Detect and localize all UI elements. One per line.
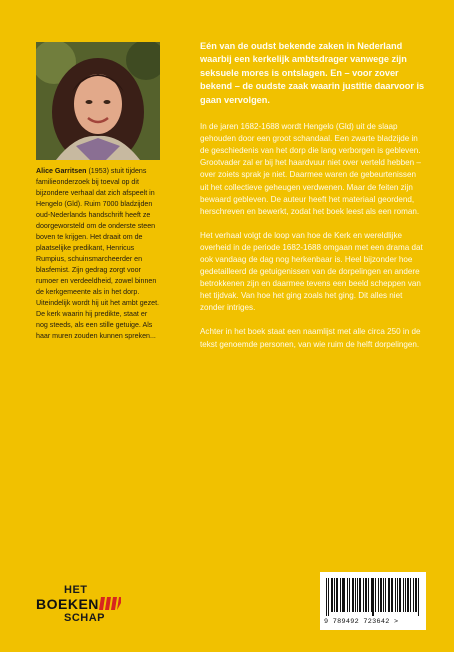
publisher-logo-boeken: BOEKEN — [36, 596, 99, 612]
blurb-intro: Eén van de oudst bekende zaken in Nederland waarbij een kerkelijk ambtsdrager vanwege zijn seksuele mores is ontslagen. En – voor zover bekend – de oudste zaak waarin justitie daarvoor is gaan vervolgen. — [200, 41, 425, 105]
publisher-logo-schap: SCHAP — [64, 612, 106, 624]
author-bio-text: (1953) stuit tijdens familieonderzoek bij toeval op dit bijzondere verhaal dat zich afspeelt in Hengelo (Gld). Ruim 7000 bladzijden oud-Nederlands handschrift heeft ze doorgeworsteld om de onderste steen boven te krijgen. Het draait om de plaatselijke predikant, Henricus Rumpius, schuinsmarcheerder en blasfemist. Zijn gedrag zorgt voor rumoer en verdeeldheid, zowel binnen de kerkgemeente als in het dorp. Uiteindelijk wordt hij uit het ambt gezet. De kerk waarin hij predikte, staat er nog steeds, als een stille getuige. Als haar muren zouden kunnen spreken... — [36, 167, 160, 340]
isbn-number: 9 789492 723642 > — [324, 618, 399, 626]
publisher-stripes-icon — [99, 597, 121, 610]
blurb-paragraph-1: In de jaren 1682-1688 wordt Hengelo (Gld) uit de slaap gehouden door een groot schandaal. Een zwarte bladzijde in de geschiedenis van het dorp die lang verborgen is gebleven. Grootvader zal er bij het haardvuur niet over verteld hebben – over zoiets sprak je niet. Daarmee waren de gebeurtenissen uit het collectieve geheugen verdwenen. Maar de feiten zijn bewaard gebleven. De auteur heeft het materiaal geordend, herschreven en bewerkt, zodat het boek leest als een roman. — [200, 122, 421, 216]
barcode — [320, 572, 426, 630]
blurb-paragraph-3: Achter in het boek staat een naamlijst met alle circa 250 in de tekst genoemde personen, van wie ruim de helft dorpelingen. — [200, 327, 421, 349]
author-name: Alice Garritsen — [36, 167, 87, 175]
publisher-logo-het: HET — [64, 584, 88, 596]
author-portrait-image — [36, 42, 160, 160]
author-bio-paragraph — [36, 166, 160, 342]
blurb-paragraph-2: Het verhaal volgt de loop van hoe de Kerk en wereldlijke overheid in de periode 1682-1688 omgaan met een drama dat ook vandaag de dag nog herkenbaar is. Heel bijzonder hoe gedetailleerd de getuigenissen van de dorpelingen en andere betrokkenen zijn en daarmee tevens een beeld scheppen van het tijdvak. Van hoe het ging zoals het ging. Dit alles niet zonder intriges. — [200, 230, 423, 313]
publisher-logo — [36, 584, 146, 630]
author-photo — [36, 42, 160, 160]
book-blurb — [200, 40, 425, 363]
barcode-bars-icon — [326, 578, 420, 616]
author-bio — [36, 166, 160, 342]
